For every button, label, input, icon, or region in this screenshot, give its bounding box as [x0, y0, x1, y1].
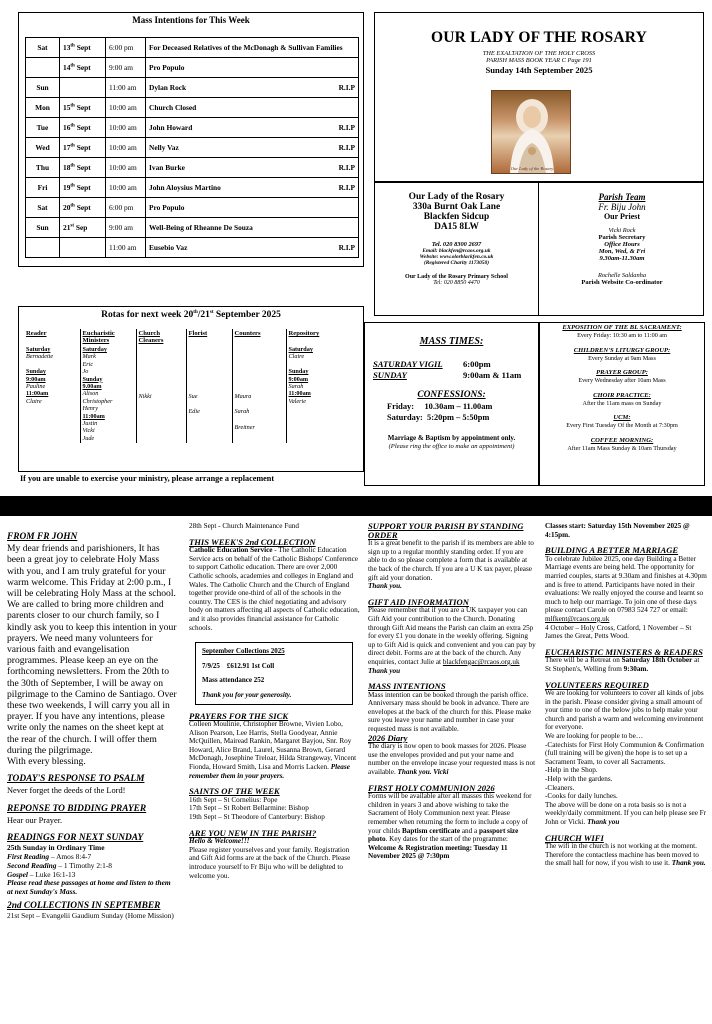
readings-block: 25th Sunday in Ordinary Time First Reading – Amos 8:4-7 Second Reading – 1 Timothy 2:1-8 Gospel – Luke 16:1-13 Please read these passages at home and listen to them at next Sunday's Mass.	[7, 843, 171, 897]
sick-list: Colleen Moulinie, Christopher Browne, Vivien Lobo, Alison Pearson, Lee Harris, Stella Goodyear, Annie McQuillen, Mairead Rankin, Margaret Bayjou, Snr. Roy Howard, Alice Brand, Laurel, Susanna Brown, Gerard McDonagh, Josephine Treloar, Hilda Strangeway, Vincent Fionda, Howard Smith, Lisa and Morris Lacken. Please remember them in your prayers.	[189, 720, 357, 780]
mi-day: Thu	[26, 158, 60, 178]
mi-date: 15th Sept	[60, 98, 106, 118]
gift-aid-text: Please remember that if you are a UK taxpayer you can Gift Aid your contribution to the Church. Donating through Gift Aid means the Parish can claim an extra 25p for every £1 you donate in the weekly offering. Signing up to Gift Aid is quick and convenient and you can pay by direct debit. Forms are at the back of the church. Any enquiries, contact Julie at blackfengac@rcaos.org.uk Thank you	[368, 606, 536, 675]
em-readers-text: There will be a Retreat on Saturday 18th October at St Stephen's, Welling from 9:30am.	[545, 656, 700, 673]
group-title: CHOIR PRACTICE:	[593, 391, 651, 399]
volunteers-list	[545, 741, 707, 801]
bulletin-date: Sunday 14th September 2025	[485, 65, 593, 75]
new-parish-heading: ARE YOU NEW IN THE PARISH?	[189, 827, 317, 838]
volunteer-item: -Help in the Shop.	[545, 766, 598, 775]
group-title: UCM:	[613, 414, 631, 422]
mi-intention: R.I.P Eusebio Vaz	[146, 238, 359, 258]
mi-intention: Pro Populo	[146, 58, 359, 78]
marriage-text: To celebrate Jubilee 2025, one day Building a Better Marriage events are being held. The opportunity for married couples, starts at 9.30am and finishes at 4.30pm and is free to attend. Participants have noted in their evaluations: We really enjoyed the course and learnt so much to help our marriage. To join one of these days please contact Carole on 07983 524 727 or email:	[545, 554, 707, 615]
website-coordinator-name: Rochelle Saldanha	[597, 272, 647, 279]
mass-intention-row	[26, 238, 359, 258]
rip-label: R.I.P	[338, 83, 355, 92]
church-name: Our Lady of the Rosary	[408, 192, 505, 202]
secretary-role: Parish Secretary	[598, 234, 646, 241]
standing-order-heading: SUPPORT YOUR PARISH BY STANDING ORDER	[368, 522, 524, 540]
rota-entry: Sunday	[26, 368, 46, 376]
confessions-saturday: Saturday: 5:20pm – 5:50pm	[387, 413, 490, 422]
charity-number: (Registered Charity 1173050)	[424, 260, 489, 266]
sunday-row: SUNDAY 9:00am & 11am	[373, 370, 522, 380]
first-communion-meeting: Welcome & Registration meeting: Tuesday 11 November 2025 @ 7:30pm	[368, 843, 508, 861]
mi-time: 10:00 am	[106, 118, 146, 138]
column-4	[545, 522, 707, 1022]
rotas-box	[18, 306, 364, 472]
rip-label: R.I.P	[338, 143, 355, 152]
group-text: Every Friday: 10:30 am to 11:00 am	[577, 332, 667, 339]
priest-role: Our Priest	[603, 212, 641, 221]
mass-intention-row	[26, 158, 359, 178]
parish-header-box	[374, 12, 704, 182]
rota-entry: Saturday	[288, 346, 313, 353]
mi-time: 9:00 am	[106, 58, 146, 78]
volunteer-item: -Help with the gardens.	[545, 775, 613, 784]
rota-entry: 11:00am	[288, 390, 311, 398]
saint-entry: 19th Sept – St Theodore of Canterbury: Bishop	[189, 813, 325, 822]
groups-box	[539, 322, 705, 486]
group-text: Every Wednesday after 10am Mass	[578, 377, 666, 385]
first-communion-text: Forms will be available after all masses this weekend for children in years 3 and above wishing to take the Sacrament of Holy Communion next year. Please remember when returning the form to include a copy of your childs Baptism certificate and a passport size photo. Key dates for the start of the programme:	[368, 792, 532, 844]
church-website: Website: www.olorblackfen.co.uk	[419, 254, 494, 260]
mi-intention: Church Closed	[146, 98, 359, 118]
rota-entry: Justin	[82, 420, 98, 428]
group-text: Every First Tuesday Of the Month at 7:30pm	[566, 422, 678, 430]
gift-aid-heading: GIFT AID INFORMATION	[368, 596, 469, 607]
confessions-title: CONFESSIONS:	[417, 390, 486, 400]
mi-time: 10:00 am	[106, 98, 146, 118]
madonna-icon	[492, 91, 572, 175]
mi-day	[26, 58, 60, 78]
mi-date: 14th Sept	[60, 58, 106, 78]
website-coordinator-role: Parish Website Co-ordinator	[581, 279, 663, 286]
fr-john-closing: With every blessing.	[7, 756, 86, 768]
saint-entry: 16th Sept – St Cornelius: Pope	[189, 795, 278, 804]
psalm-heading: TODAY'S RESPONSE TO PSALM	[7, 774, 145, 785]
saint-entry: 17th Sept – St Robert Bellarmine: Bishop	[189, 804, 309, 813]
mi-time: 9:00 am	[106, 218, 146, 238]
mass-intention-row	[26, 138, 359, 158]
rotas-footer: If you are unable to exercise your ministry, please arrange a replacement	[20, 474, 275, 483]
mi-day: Sun	[26, 78, 60, 98]
marriage-email-link[interactable]: mlfkent@rcaos.org.uk	[545, 614, 610, 623]
mi-date: 17th Sept	[60, 138, 106, 158]
rota-entry: 11:00am	[82, 412, 105, 420]
mi-intention: R.I.P Dylan Rock	[146, 78, 359, 98]
feast-subtitle: THE EXALTATION OF THE HOLY CROSS	[482, 50, 596, 57]
school-name: Our Lady of the Rosary Primary School	[405, 274, 508, 280]
mi-time: 6:00 pm	[106, 198, 146, 218]
mi-time: 10:00 am	[106, 138, 146, 158]
mi-intention: R.I.P John Aloysius Martino	[146, 178, 359, 198]
mi-time: 11:00 am	[106, 78, 146, 98]
first-communion-heading: FIRST HOLY COMMUNION 2026	[368, 782, 495, 793]
volunteer-item: -Catechists for First Holy Communion & Confirmation (full training will be given) the hope is to set up a Sacrament Team, to cover all Sacraments.	[545, 740, 704, 766]
rip-label: R.I.P	[338, 183, 355, 192]
mi-date: 16th Sept	[60, 118, 106, 138]
volunteers-rota: The above will be done on a rota basis so is not a weekly/daily commitment. If you can help please see Fr John or Vicki. Thank you	[545, 800, 707, 826]
church-postcode: DA15 8LW	[434, 222, 479, 232]
mi-day: Tue	[26, 118, 60, 138]
priest-name: Fr. Biju John	[598, 202, 646, 212]
mi-date: 20th Sept	[60, 198, 106, 218]
mass-intention-row	[26, 98, 359, 118]
rota-entry: Sarah	[234, 408, 250, 416]
column-1	[7, 522, 177, 1022]
mass-times-box	[364, 322, 539, 486]
mass-intention-row	[26, 58, 359, 78]
rota-reader	[24, 345, 80, 443]
saints-heading: SAINTS OF THE WEEK	[189, 786, 280, 797]
mass-intentions-box	[18, 12, 364, 267]
office-times: 9.30am-11.30am	[599, 255, 645, 262]
rota-entry: Alison	[82, 390, 99, 398]
rota-cleaners: Nikki	[136, 345, 186, 443]
rota-counters	[232, 345, 286, 443]
rota-entry: 11:00am	[26, 390, 49, 398]
fr-john-letter: My dear friends and parishioners, It has been a great joy to celebrate Holy Mass with you, and I am truly grateful for your warm welcome. This Friday at 2:00 p.m., I will be celebrating Holy Mass at the school. We are called to bring more children and parents closer to our church family, so I kindly ask you to keep this intention in your prayers. We need many volunteers for various faith and evangelisation programmes. Please keep an eye on the forthcoming newsletters. From the 20th to the 30th of September, I will be away on pilgrimage to the Camino de Santiago. Over these two weekends, I will carry you all in prayer. If you have any intentions, please write only the names on the sheet kept at the rear of the church. I will offer them during the pilgrimage.	[7, 543, 177, 756]
mi-date: 19th Sept	[60, 178, 106, 198]
group-text: After the 11am mass on Sunday	[582, 399, 662, 407]
mi-intention: R.I.P Nelly Vaz	[146, 138, 359, 158]
rip-label: R.I.P	[338, 163, 355, 172]
mass-intentions-heading: MASS INTENTIONS	[368, 681, 446, 692]
mi-intention: R.I.P Ivan Burke	[146, 158, 359, 178]
rota-header: Church Cleaners	[136, 329, 186, 345]
rota-entry: Sue	[188, 393, 198, 400]
address-section	[375, 183, 539, 315]
rota-entry: Sarah	[288, 383, 304, 391]
address-box	[374, 182, 704, 316]
em-readers-heading: EUCHARISTIC MINISTERS & READERS	[545, 646, 703, 657]
mi-day: Sat	[26, 38, 60, 58]
volunteers-looking: We are looking for people to be…	[545, 732, 644, 741]
church-email: Email: blackfen@rcaos.org.uk	[422, 248, 491, 254]
new-parish-hello: Hello & Welcome!!!	[189, 837, 250, 846]
rota-entry: Pauline	[26, 383, 46, 391]
mass-intentions-title: Mass Intentions for This Week	[132, 15, 250, 25]
rota-entry: Sunday	[288, 368, 309, 376]
rota-header: Reader	[26, 330, 47, 337]
gift-aid-email-link[interactable]: blackfengac@rcaos.org.uk	[442, 657, 520, 666]
mi-day: Fri	[26, 178, 60, 198]
standing-order-thanks: Thank you.	[368, 582, 402, 591]
saints-list	[189, 796, 361, 822]
psalm-response: Never forget the deeds of the Lord!	[7, 786, 126, 796]
mi-day	[26, 238, 60, 258]
wifi-heading: CHURCH WIFI	[545, 832, 604, 843]
group-text: Every Sunday at 9am Mass	[588, 354, 656, 362]
rota-entry: Jude	[82, 434, 95, 442]
rota-entry: Bernadette	[26, 353, 54, 361]
rota-entry: Saturday	[26, 346, 51, 353]
school-tel: Tel: 020 8850 4470	[433, 280, 480, 286]
rota-entry: 9.00am	[82, 383, 102, 391]
marriage-dates: 4 October – Holy Cross, Catford, 1 November – St James the Great, Petts Wood.	[545, 623, 692, 641]
church-street: 330a Burnt Oak Lane	[412, 202, 501, 212]
group-title: CHILDREN'S LITURGY GROUP:	[573, 346, 671, 354]
bidding-heading: REPONSE TO BIDDING PRAYER	[7, 803, 147, 814]
sick-heading: PRAYERS FOR THE SICK	[189, 710, 289, 721]
classes-start: Classes start: Saturday 15th November 2025 @ 4:15pm.	[545, 522, 690, 539]
fr-john-heading: FROM FR JOHN	[7, 532, 78, 542]
parish-title: OUR LADY OF THE ROSARY	[431, 29, 647, 46]
mi-intention: R.I.P John Howard	[146, 118, 359, 138]
volunteer-item: -Cleaners.	[545, 783, 575, 792]
mass-intentions-table	[25, 37, 359, 258]
ces-text: Catholic Education Service - The Catholic Education Service acts on behalf of the Catholic Bishops' Conference to support Catholic education. There are over 2,000 Catholic schools, academies and colleges in England and Wales. The Catholic Church and the Church of England together provide one-third of all of the schools in the country. The CES is the chief negotiating and advisory body on matters affecting all aspects of Catholic education, and it also provides financial assistance for Catholic schools.	[189, 546, 360, 632]
rota-entry: 9:00am	[288, 375, 309, 383]
mi-date: 21st Sep	[60, 218, 106, 238]
rota-entry: Jo	[82, 368, 89, 376]
mi-intention: For Deceased Relatives of the McDonagh & Sullivan Families	[146, 38, 359, 58]
rota-header: Eucharistic Ministers	[80, 329, 136, 345]
this-week-collection-heading: THIS WEEK'S 2nd COLLECTION	[189, 536, 316, 547]
page-divider	[0, 496, 712, 516]
volunteer-item: -Cooks for daily lunches.	[545, 792, 618, 801]
mi-time: 11:00 am	[106, 238, 146, 258]
mass-intention-row	[26, 218, 359, 238]
rota-eucharistic	[80, 345, 136, 443]
appointment-note: Marriage & Baptism by appointment only.	[387, 434, 516, 442]
mi-date: 13th Sept	[60, 38, 106, 58]
volunteers-text: We are looking for volunteers to cover all kinds of jobs in the parish. Please consider giving a small amount of your time to one of the below jobs to help make your church and parish a warm and welcoming environment for everyone.	[545, 689, 704, 732]
church-town: Blackfen Sidcup	[423, 212, 490, 222]
rip-label: R.I.P	[338, 243, 355, 252]
rota-entry: Christopher	[82, 397, 113, 405]
collections-heading: 2nd COLLECTIONS IN SEPTEMBER	[7, 901, 161, 912]
appointment-instruction: (Please ring the office to make an appointment)	[388, 443, 515, 450]
mi-date: 18th Sept	[60, 158, 106, 178]
collections-text: 21st Sept – Evangelii Gaudium Sunday (Home Mission)	[7, 911, 174, 921]
rota-entry: Claire	[26, 397, 42, 405]
rota-entry: Breitner	[234, 423, 255, 431]
mi-day: Sat	[26, 198, 60, 218]
mass-book-subtitle: PARISH MASS BOOK YEAR C Page 191	[486, 57, 592, 64]
marriage-heading: BUILDING A BETTER MARRIAGE	[545, 545, 679, 556]
mi-day: Sun	[26, 218, 60, 238]
mi-time: 10:00 am	[106, 158, 146, 178]
rota-florist	[186, 345, 232, 443]
rota-entry: Eric	[82, 360, 94, 368]
rota-repository	[286, 345, 360, 443]
rota-entry: Vicki	[82, 427, 95, 435]
office-days: Mon, Wed, & Fri	[598, 248, 646, 255]
vigil-row: SATURDAY VIGIL 6:00pm	[373, 359, 491, 369]
our-lady-image	[491, 90, 571, 174]
mi-intention: Pro Populo	[146, 198, 359, 218]
collections-box: September Collections 2025 7/9/25 £612.91 1st Coll Mass attendance 252 Thank you for your generosity.	[195, 642, 353, 704]
rota-entry: Valerie	[288, 397, 307, 405]
mass-intention-row	[26, 178, 359, 198]
diary-heading: 2026 Diary	[368, 732, 408, 743]
rota-entry: Saturday	[82, 346, 107, 353]
mi-time: 6:00 pm	[106, 38, 146, 58]
rip-label: R.I.P	[338, 123, 355, 132]
column-2	[189, 522, 361, 1022]
readings-heading: READINGS FOR NEXT SUNDAY	[7, 833, 144, 844]
new-parish-text: Please register yourselves and your family. Registration and Gift Aid forms are at the back of the Church. Please introduce yourself to Fr Biju who will be delighted to welcome you.	[189, 845, 351, 880]
rota-entry	[26, 361, 78, 368]
wifi-text: The wifi in the church is not working at the moment. Therefore the contactless machine has been moved to the small hall for now, if you wish to use it. Thank you.	[545, 842, 706, 868]
rotas-table	[24, 329, 360, 443]
mass-intention-row	[26, 38, 359, 58]
collection-line: 28th Sept - Church Maintenance Fund	[189, 522, 299, 530]
group-title: EXPOSITION OF THE BL SACRAMENT:	[562, 324, 682, 331]
diary-text: The diary is now open to book masses for 2026. Please use the envelopes provided and put your name and number on the envelope incase your requested mass is not available. Thank you. Vicki	[368, 742, 536, 777]
secretary-name: Vicki Rock	[608, 227, 636, 234]
column-3	[368, 522, 536, 1022]
rota-entry: Mark	[82, 353, 96, 361]
mass-intention-row	[26, 78, 359, 98]
group-title: PRAYER GROUP:	[596, 369, 648, 377]
rota-entry: 9:00am	[26, 375, 46, 383]
mass-times-title: MASS TIMES:	[419, 336, 484, 347]
rota-header: Counters	[232, 329, 286, 345]
mass-intention-row	[26, 118, 359, 138]
mi-date	[60, 78, 106, 98]
rota-entry: Sunday	[82, 375, 103, 383]
rota-header: Repository	[286, 329, 360, 345]
mass-intention-row	[26, 198, 359, 218]
church-tel: Tel. 020 8300 2697	[431, 241, 482, 248]
confessions-friday: Friday: 10.30am – 11.00am	[387, 402, 493, 411]
mass-intentions-text: Mass intention can be booked through the parish office. Anniversary mass should be book in advance. There are envelopes at the back of the church for this. Please make sure you leave your name and number in case your requested mass is not available.	[368, 690, 532, 734]
rotas-title: Rotas for next week 20th/21st September 2025	[101, 310, 281, 321]
rota-entry	[289, 361, 359, 368]
group-title: COFFEE MORNING:	[590, 436, 654, 444]
bidding-response: Hear our Prayer.	[7, 815, 63, 825]
mi-time: 10:00 am	[106, 178, 146, 198]
standing-order-text: It is a great benefit to the parish if its members are able to sign up to a regular monthly standing order. If you are able to do so please complete a form that is available at the back of the church. If you are a U K tax payer, please gift aid your donation.	[368, 539, 534, 582]
group-text: After 11am Mass Sunday & 10am Thursday	[567, 444, 677, 452]
mi-date	[60, 238, 106, 258]
mi-day: Mon	[26, 98, 60, 118]
rota-entry: Maura	[234, 393, 252, 400]
rota-entry: Henry	[82, 405, 98, 413]
parish-team-title: Parish Team	[598, 192, 646, 202]
office-hours-title: Office Hours	[604, 241, 640, 248]
rota-entry: Claire	[288, 353, 305, 361]
mi-day: Wed	[26, 138, 60, 158]
svg-text:Our Lady of the Rosary: Our Lady of the Rosary	[510, 166, 554, 171]
volunteers-heading: VOLUNTEERS REQUIRED	[545, 679, 649, 690]
mi-intention: Well-Being of Rheanne De Souza	[146, 218, 359, 238]
rota-header: Florist	[186, 329, 232, 345]
parish-team-section	[540, 183, 704, 315]
rota-entry: Edie	[188, 408, 200, 416]
